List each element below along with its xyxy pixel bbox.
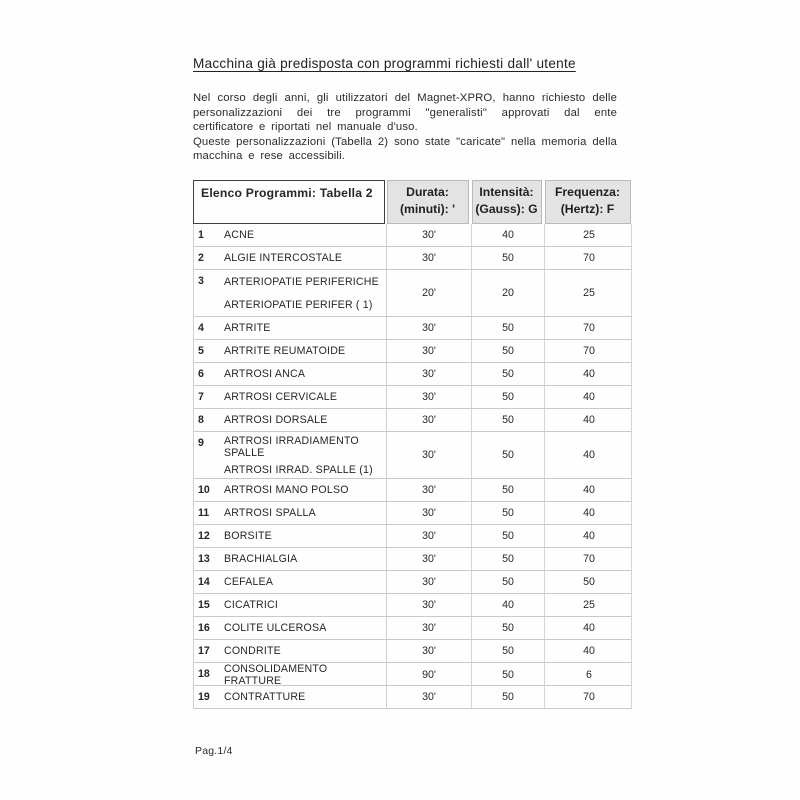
row-number-cell: 16 bbox=[198, 622, 210, 634]
durata-cell: 30' bbox=[386, 247, 471, 269]
header-frequenza-line2: (Hertz): F bbox=[560, 202, 615, 216]
table-row bbox=[194, 571, 631, 594]
table-row bbox=[194, 594, 631, 617]
intensita-cell: 40 bbox=[471, 224, 544, 246]
header-frequenza-column bbox=[545, 180, 631, 224]
intensita-cell: 50 bbox=[471, 247, 544, 269]
row-number-cell: 17 bbox=[198, 645, 210, 657]
row-number-cell: 8 bbox=[198, 414, 204, 426]
durata-cell: 30' bbox=[386, 224, 471, 246]
program-name-cell bbox=[220, 432, 386, 478]
program-name-line: ARTERIOPATIE PERIFER ( 1) bbox=[224, 298, 373, 311]
intensita-cell: 40 bbox=[471, 594, 544, 616]
program-name-line: ARTROSI MANO POLSO bbox=[224, 484, 349, 496]
table-row bbox=[194, 502, 631, 525]
table-row bbox=[194, 548, 631, 571]
frequenza-cell: 40 bbox=[544, 386, 633, 408]
durata-cell: 30' bbox=[386, 571, 471, 593]
intensita-cell: 50 bbox=[471, 663, 544, 687]
program-name-cell bbox=[220, 479, 386, 501]
table-body bbox=[193, 224, 632, 709]
program-name-line: CEFALEA bbox=[224, 576, 274, 588]
table-row bbox=[194, 432, 631, 479]
program-name-cell bbox=[220, 663, 386, 687]
program-name-line: ARTROSI ANCA bbox=[224, 368, 306, 380]
intro-text bbox=[193, 91, 617, 164]
durata-cell: 30' bbox=[386, 617, 471, 639]
frequenza-cell: 40 bbox=[544, 640, 633, 662]
program-name-cell bbox=[220, 386, 386, 408]
frequenza-cell: 40 bbox=[544, 479, 633, 501]
intensita-cell: 50 bbox=[471, 502, 544, 524]
frequenza-cell: 40 bbox=[544, 409, 633, 431]
program-name-cell bbox=[220, 247, 386, 269]
table-row bbox=[194, 525, 631, 548]
row-number-cell: 11 bbox=[198, 507, 210, 519]
header-durata-line1: Durata: bbox=[406, 185, 449, 199]
frequenza-cell: 25 bbox=[544, 224, 633, 246]
row-number-cell: 2 bbox=[198, 252, 204, 264]
intensita-cell: 50 bbox=[471, 386, 544, 408]
row-number-cell: 3 bbox=[198, 275, 204, 287]
table-row bbox=[194, 363, 631, 386]
row-number-cell: 13 bbox=[198, 553, 210, 565]
row-number-cell: 14 bbox=[198, 576, 210, 588]
program-name-cell bbox=[220, 409, 386, 431]
table-row bbox=[194, 247, 631, 270]
program-name-cell bbox=[220, 224, 386, 246]
durata-cell: 30' bbox=[386, 317, 471, 339]
durata-cell: 30' bbox=[386, 386, 471, 408]
frequenza-cell: 6 bbox=[544, 663, 633, 687]
frequenza-cell: 25 bbox=[544, 594, 633, 616]
frequenza-cell: 40 bbox=[544, 617, 633, 639]
program-name-cell bbox=[220, 617, 386, 639]
program-name-line: ACNE bbox=[224, 229, 255, 241]
page-number: Pag.1/4 bbox=[195, 745, 233, 757]
row-number-cell: 7 bbox=[198, 391, 204, 403]
program-name-cell bbox=[220, 594, 386, 616]
program-name-line: ARTRITE REUMATOIDE bbox=[224, 345, 346, 357]
table-row bbox=[194, 640, 631, 663]
frequenza-cell: 70 bbox=[544, 247, 633, 269]
table-row bbox=[194, 224, 631, 247]
durata-cell: 30' bbox=[386, 640, 471, 662]
durata-cell: 30' bbox=[386, 594, 471, 616]
row-number-cell: 1 bbox=[198, 229, 204, 241]
program-name-line: ARTROSI IRRAD. SPALLE (1) bbox=[224, 463, 373, 476]
program-name-cell bbox=[220, 525, 386, 547]
intensita-cell: 50 bbox=[471, 409, 544, 431]
durata-cell: 30' bbox=[386, 525, 471, 547]
program-name-line: ARTRITE bbox=[224, 322, 271, 334]
intensita-cell: 50 bbox=[471, 432, 544, 478]
program-name-cell bbox=[220, 363, 386, 385]
table-row bbox=[194, 686, 631, 709]
frequenza-cell: 40 bbox=[544, 525, 633, 547]
row-number-cell: 12 bbox=[198, 530, 210, 542]
intensita-cell: 50 bbox=[471, 363, 544, 385]
intensita-cell: 50 bbox=[471, 686, 544, 708]
durata-cell: 30' bbox=[386, 686, 471, 708]
program-name-cell bbox=[220, 686, 386, 708]
header-intensita-column bbox=[472, 180, 542, 224]
intensita-cell: 50 bbox=[471, 525, 544, 547]
program-name-line: ARTROSI IRRADIAMENTO SPALLE bbox=[224, 434, 359, 459]
intro-paragraph-2: Queste personalizzazioni (Tabella 2) sono state "caricate" nella memoria della macchina e rese accessibili. bbox=[193, 135, 617, 163]
frequenza-cell: 40 bbox=[544, 502, 633, 524]
table-row bbox=[194, 317, 631, 340]
header-frequenza-line1: Frequenza: bbox=[554, 185, 620, 199]
program-name-line: COLITE ULCEROSA bbox=[224, 622, 327, 634]
durata-cell: 30' bbox=[386, 409, 471, 431]
header-program-column: Elenco Programmi: Tabella 2 bbox=[193, 180, 385, 224]
program-name-line: ARTROSI DORSALE bbox=[224, 414, 328, 426]
program-name-line: ARTERIOPATIE PERIFERICHE bbox=[224, 275, 379, 288]
table-row bbox=[194, 409, 631, 432]
row-number-cell: 5 bbox=[198, 345, 204, 357]
row-number-cell: 6 bbox=[198, 368, 204, 380]
program-name-line: CONSOLIDAMENTO FRATTURE bbox=[224, 663, 328, 687]
table-row bbox=[194, 479, 631, 502]
intensita-cell: 50 bbox=[471, 640, 544, 662]
program-name-line: CICATRICI bbox=[224, 599, 278, 611]
row-number-cell: 10 bbox=[198, 484, 210, 496]
program-name-cell bbox=[220, 340, 386, 362]
intensita-cell: 50 bbox=[471, 340, 544, 362]
row-number-cell: 4 bbox=[198, 322, 204, 334]
frequenza-cell: 40 bbox=[544, 363, 633, 385]
program-name-line: CONTRATTURE bbox=[224, 691, 306, 703]
frequenza-cell: 70 bbox=[544, 317, 633, 339]
program-name-line: ARTROSI CERVICALE bbox=[224, 391, 338, 403]
row-number-cell: 9 bbox=[198, 437, 204, 449]
program-name-cell bbox=[220, 640, 386, 662]
durata-cell: 30' bbox=[386, 432, 471, 478]
frequenza-cell: 70 bbox=[544, 686, 633, 708]
header-durata-line2: (minuti): ' bbox=[399, 202, 456, 216]
frequenza-cell: 50 bbox=[544, 571, 633, 593]
durata-cell: 30' bbox=[386, 548, 471, 570]
frequenza-cell: 70 bbox=[544, 548, 633, 570]
header-durata-column bbox=[387, 180, 469, 224]
intro-paragraph-1: Nel corso degli anni, gli utilizzatori del Magnet-XPRO, hanno richiesto delle personalizzazioni dei tre programmi "generalisti" approvati dal ente certificatore e riportati nel manuale d'uso. bbox=[193, 92, 617, 134]
durata-cell: 90' bbox=[386, 663, 471, 687]
intensita-cell: 50 bbox=[471, 548, 544, 570]
program-name-line: ALGIE INTERCOSTALE bbox=[224, 252, 343, 264]
frequenza-cell: 40 bbox=[544, 432, 633, 478]
page-title: Macchina già predisposta con programmi richiesti dall' utente bbox=[193, 56, 576, 71]
intensita-cell: 50 bbox=[471, 571, 544, 593]
table-row bbox=[194, 270, 631, 317]
table-row bbox=[194, 340, 631, 363]
row-number-cell: 15 bbox=[198, 599, 210, 611]
row-number-cell: 19 bbox=[198, 691, 210, 703]
intensita-cell: 50 bbox=[471, 317, 544, 339]
program-name-line: BORSITE bbox=[224, 530, 272, 542]
intensita-cell: 50 bbox=[471, 617, 544, 639]
header-intensita-line2: (Gauss): G bbox=[475, 202, 538, 216]
program-name-line: CONDRITE bbox=[224, 645, 281, 657]
program-name-cell bbox=[220, 270, 386, 316]
program-name-cell bbox=[220, 571, 386, 593]
row-number-cell: 18 bbox=[198, 668, 210, 680]
program-name-line: ARTROSI SPALLA bbox=[224, 507, 316, 519]
program-name-cell bbox=[220, 317, 386, 339]
table-row bbox=[194, 663, 631, 686]
table-header-row bbox=[193, 180, 632, 224]
durata-cell: 30' bbox=[386, 502, 471, 524]
durata-cell: 30' bbox=[386, 479, 471, 501]
table-row bbox=[194, 617, 631, 640]
intensita-cell: 20 bbox=[471, 270, 544, 316]
frequenza-cell: 70 bbox=[544, 340, 633, 362]
durata-cell: 20' bbox=[386, 270, 471, 316]
programs-table bbox=[193, 180, 632, 709]
durata-cell: 30' bbox=[386, 363, 471, 385]
intensita-cell: 50 bbox=[471, 479, 544, 501]
program-name-cell bbox=[220, 502, 386, 524]
frequenza-cell: 25 bbox=[544, 270, 633, 316]
table-row bbox=[194, 386, 631, 409]
program-name-line: BRACHIALGIA bbox=[224, 553, 298, 565]
header-intensita-line1: Intensità: bbox=[479, 185, 534, 199]
durata-cell: 30' bbox=[386, 340, 471, 362]
program-name-cell bbox=[220, 548, 386, 570]
